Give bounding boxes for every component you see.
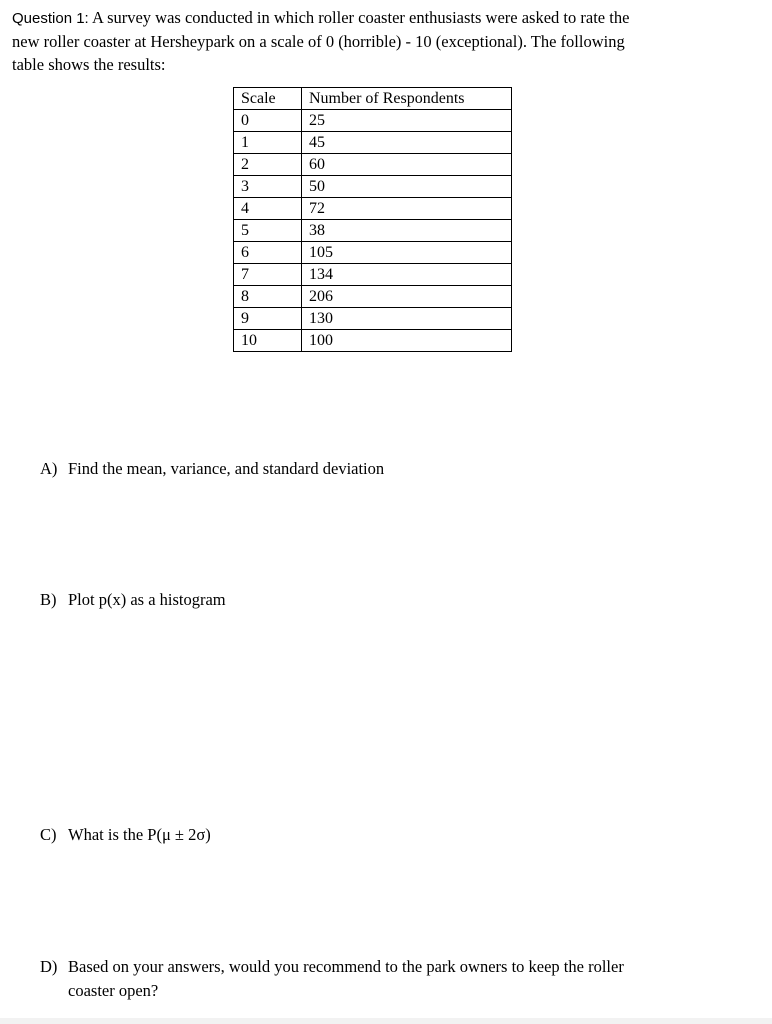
table-row xyxy=(234,110,512,132)
scale-cell: 6 xyxy=(234,242,302,264)
part-c-text: What is the P(μ ± 2σ) xyxy=(68,825,211,844)
part-a xyxy=(40,457,384,481)
table-row xyxy=(234,242,512,264)
part-c xyxy=(40,823,211,847)
table-row xyxy=(234,264,512,286)
table-row xyxy=(234,132,512,154)
question-text-line2: new roller coaster at Hersheypark on a scale of 0 (horrible) - 10 (exceptional). The following xyxy=(12,32,625,51)
results-table xyxy=(233,87,512,352)
scale-cell: 1 xyxy=(234,132,302,154)
part-d-text-line1: Based on your answers, would you recommend to the park owners to keep the roller xyxy=(68,957,624,976)
scale-cell: 4 xyxy=(234,198,302,220)
table-row xyxy=(234,308,512,330)
part-d-text-line2: coaster open? xyxy=(68,981,159,1000)
table-row xyxy=(234,220,512,242)
table-row xyxy=(234,176,512,198)
scale-cell: 5 xyxy=(234,220,302,242)
scale-cell: 0 xyxy=(234,110,302,132)
respondents-cell: 38 xyxy=(302,220,512,242)
question-label: Question 1: xyxy=(12,10,89,27)
respondents-cell: 45 xyxy=(302,132,512,154)
header-scale: Scale xyxy=(234,88,302,110)
part-b xyxy=(40,588,226,612)
respondents-cell: 206 xyxy=(302,286,512,308)
part-a-text: Find the mean, variance, and standard deviation xyxy=(68,459,385,478)
scale-cell: 3 xyxy=(234,176,302,198)
respondents-cell: 72 xyxy=(302,198,512,220)
table-row xyxy=(234,330,512,352)
scale-cell: 10 xyxy=(234,330,302,352)
scale-cell: 2 xyxy=(234,154,302,176)
respondents-cell: 105 xyxy=(302,242,512,264)
part-b-text: Plot p(x) as a histogram xyxy=(68,590,226,609)
table-row xyxy=(234,154,512,176)
respondents-cell: 25 xyxy=(302,110,512,132)
part-d-label: D) xyxy=(40,957,58,976)
respondents-cell: 50 xyxy=(302,176,512,198)
question-intro xyxy=(12,6,752,76)
respondents-cell: 100 xyxy=(302,330,512,352)
table-row xyxy=(234,198,512,220)
part-d xyxy=(40,955,740,1003)
part-a-label: A) xyxy=(40,459,58,478)
bottom-edge xyxy=(0,1018,772,1024)
respondents-cell: 134 xyxy=(302,264,512,286)
scale-cell: 7 xyxy=(234,264,302,286)
part-c-label: C) xyxy=(40,825,57,844)
respondents-cell: 130 xyxy=(302,308,512,330)
part-b-label: B) xyxy=(40,590,57,609)
question-text-line3: table shows the results: xyxy=(12,55,166,74)
scale-cell: 9 xyxy=(234,308,302,330)
header-respondents: Number of Respondents xyxy=(302,88,512,110)
scale-cell: 8 xyxy=(234,286,302,308)
respondents-cell: 60 xyxy=(302,154,512,176)
table-header-row xyxy=(234,88,512,110)
table-row xyxy=(234,286,512,308)
question-text-line1: A survey was conducted in which roller coaster enthusiasts were asked to rate the xyxy=(91,8,630,27)
